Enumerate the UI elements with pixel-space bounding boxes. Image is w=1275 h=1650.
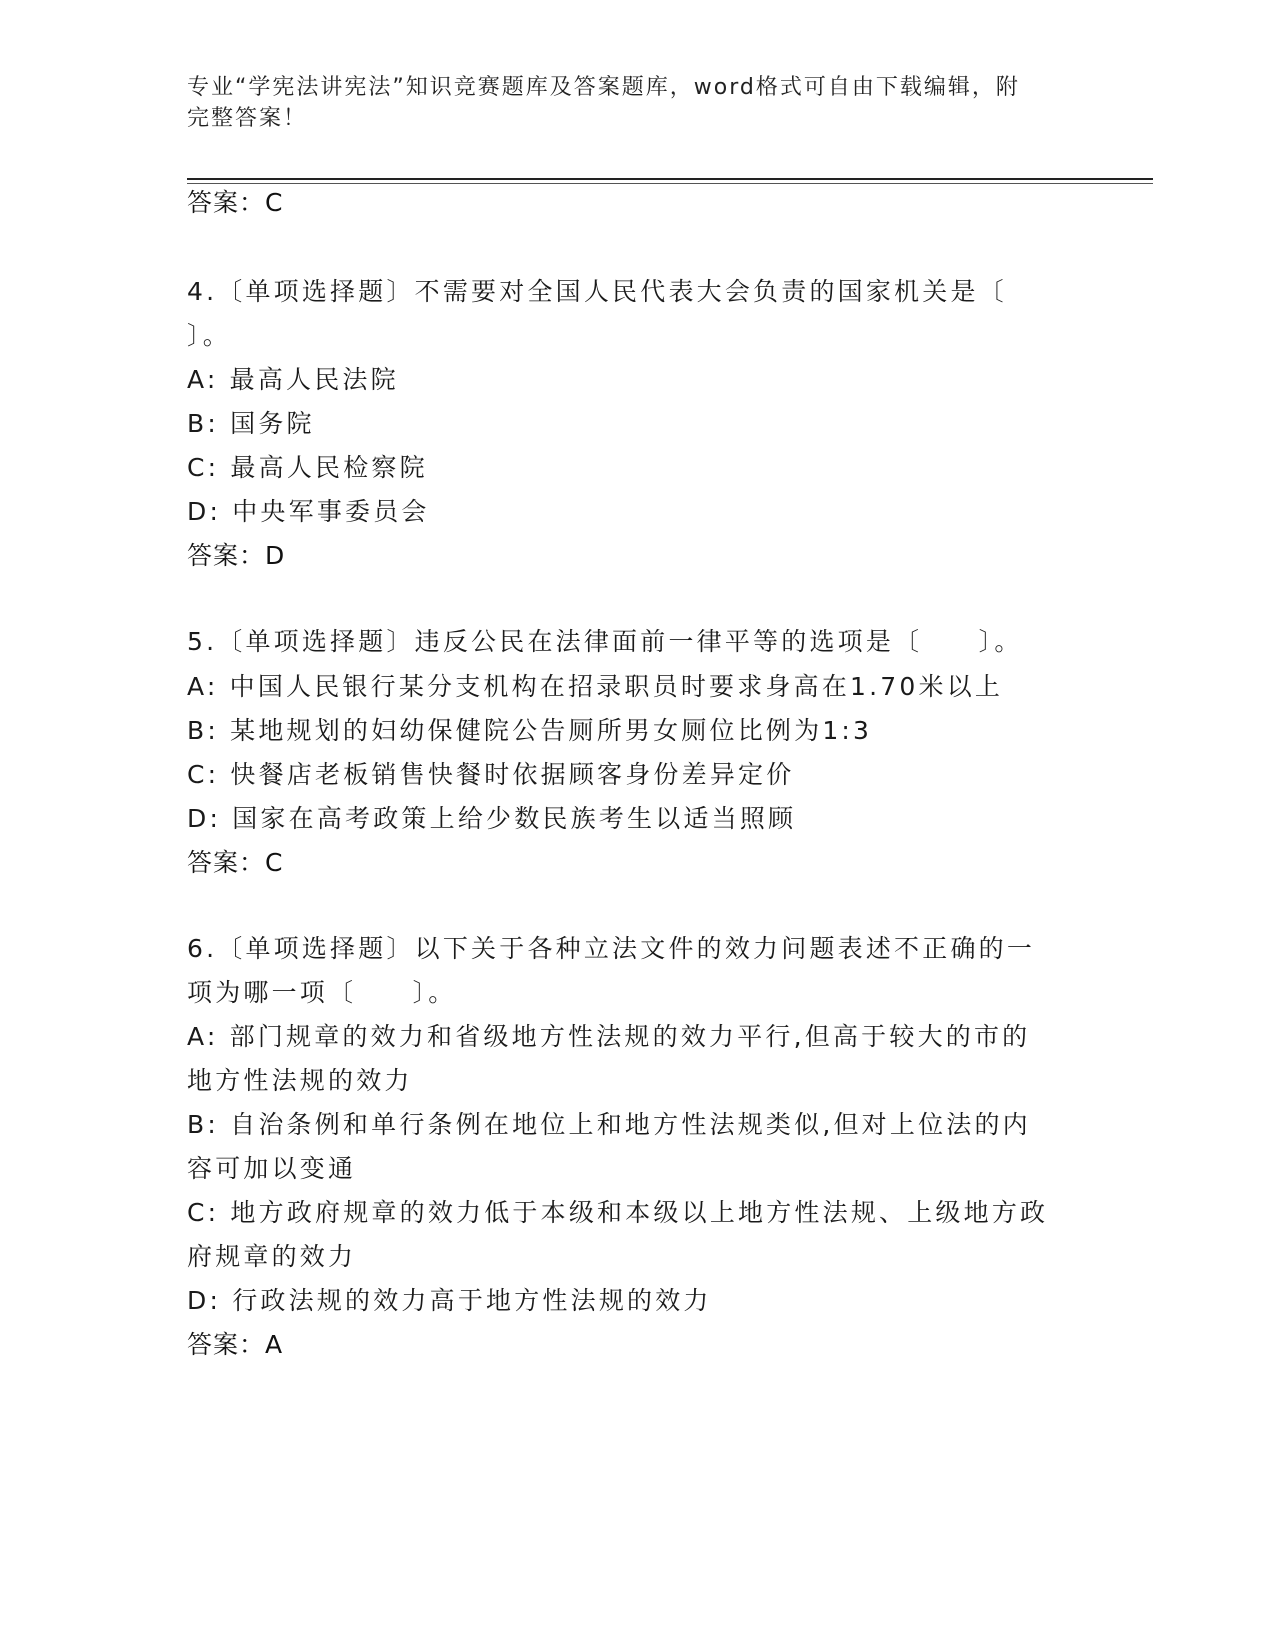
answer-previous: 答案：C [187,188,284,217]
question-6-stem-line-2: 项为哪一项〔 〕。 [187,978,457,1007]
question-4-stem-line-2: 〕。 [187,321,231,350]
question-4-option-a: A: 最高人民法院 [187,365,399,394]
question-6-option-a-line-1: A: 部门规章的效力和省级地方性法规的效力平行,但高于较大的市的 [187,1022,1031,1051]
question-4-stem-line-1: 4.〔单项选择题〕不需要对全国人民代表大会负责的国家机关是〔 [187,277,1007,306]
header-rule-thin [187,183,1153,184]
question-4-option-b: B: 国务院 [187,409,315,438]
question-6-option-b-line-2: 容可加以变通 [187,1154,357,1183]
question-4-option-c: C: 最高人民检察院 [187,453,428,482]
header-line-2: 完整答案！ [187,106,308,131]
question-4-option-d: D: 中央军事委员会 [187,497,430,526]
question-6-answer: 答案：A [187,1330,284,1359]
question-6-option-b-line-1: B: 自治条例和单行条例在地位上和地方性法规类似,但对上位法的内 [187,1110,1031,1139]
question-4-answer: 答案：D [187,541,286,570]
question-6-stem-line-1: 6.〔单项选择题〕以下关于各种立法文件的效力问题表述不正确的一 [187,934,1036,963]
question-6-option-c-line-2: 府规章的效力 [187,1242,357,1271]
question-6-option-d: D: 行政法规的效力高于地方性法规的效力 [187,1286,712,1315]
question-5-answer: 答案：C [187,848,284,877]
question-6-option-c-line-1: C: 地方政府规章的效力低于本级和本级以上地方性法规、上级地方政 [187,1198,1049,1227]
question-6-option-a-line-2: 地方性法规的效力 [187,1066,413,1095]
question-5-option-c: C: 快餐店老板销售快餐时依据顾客身份差异定价 [187,760,795,789]
question-5-option-a: A: 中国人民银行某分支机构在招录职员时要求身高在1.70米以上 [187,672,1004,701]
question-5-option-d: D: 国家在高考政策上给少数民族考生以适当照顾 [187,804,797,833]
question-5-stem-line-1: 5.〔单项选择题〕违反公民在法律面前一律平等的选项是〔 〕。 [187,627,1023,656]
question-5-option-b: B: 某地规划的妇幼保健院公告厕所男女厕位比例为1:3 [187,716,873,745]
header-rule-thick [187,178,1153,180]
document-header [187,72,1087,134]
header-line-1: 专业“学宪法讲宪法”知识竞赛题库及答案题库，word格式可自由下载编辑，附 [187,75,1020,100]
